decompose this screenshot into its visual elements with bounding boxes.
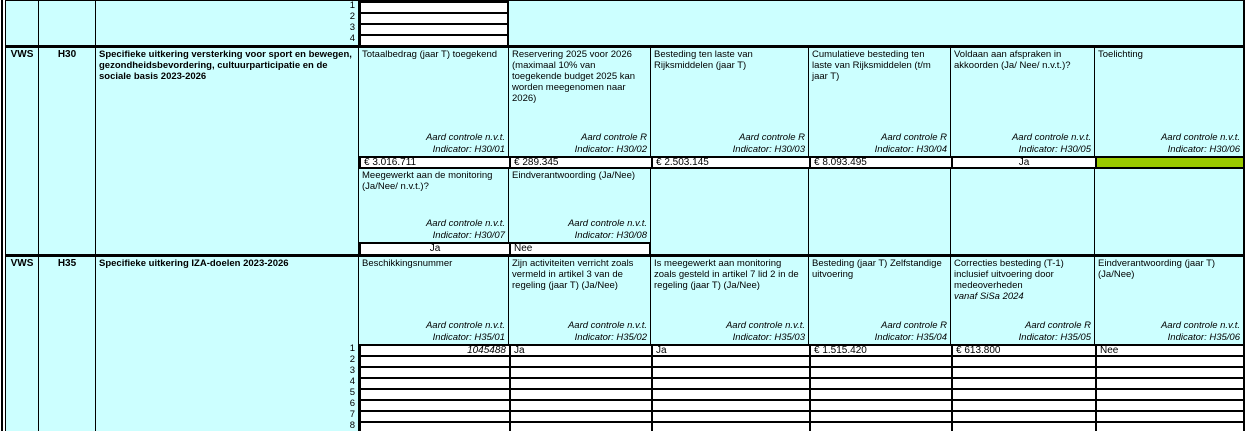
header-spacer (1095, 60, 1243, 132)
header-indicator-h35-06 (1095, 257, 1243, 344)
value-row (6, 421, 1243, 431)
value-cell-col-5[interactable] (951, 377, 1095, 388)
aard-controle-label: Aard controle n.v.t. (425, 320, 505, 331)
header-label: Totaalbedrag (jaar T) toegekend (362, 49, 498, 60)
aard-controle-label: Aard controle n.v.t. (425, 218, 505, 229)
section-h30 (6, 45, 1243, 254)
value-cell-col-3[interactable] (651, 366, 809, 377)
col-c-spacer (96, 169, 359, 242)
header-spacer (809, 82, 950, 132)
indicator-label: Indicator: H35/01 (432, 332, 505, 343)
indicator-label: Indicator: H30/07 (432, 230, 505, 241)
col-b-spacer (39, 388, 96, 399)
aard-controle-label: Aard controle R (880, 132, 947, 143)
value-row (6, 344, 1243, 355)
empty-cell (1095, 242, 1243, 254)
empty-header-cell (651, 169, 809, 242)
value-cell-col-5[interactable] (951, 366, 1095, 377)
header-indicator-h30-06 (1095, 48, 1243, 156)
header-spacer (509, 291, 650, 320)
value-row (6, 399, 1243, 410)
header-spacer (509, 181, 650, 218)
header-label: Besteding ten laste van Rijksmiddelen (jaar T) (654, 49, 753, 71)
value-cell-col-2[interactable]: Ja (509, 344, 651, 355)
value-cell-col-1[interactable]: 1045488 (359, 344, 509, 355)
col-a-spacer (6, 410, 39, 421)
aard-controle-label: Aard controle R (1024, 320, 1091, 331)
value-cell-col-1[interactable] (359, 355, 509, 366)
indicator-label: Indicator: H30/04 (874, 144, 947, 155)
aard-controle-label: Aard controle R (580, 132, 647, 143)
aard-controle-label: Aard controle n.v.t. (1160, 320, 1240, 331)
row-number: 1 (96, 1, 359, 12)
col-b-spacer (39, 1, 96, 12)
col-b-spacer (39, 377, 96, 388)
header-spacer (951, 71, 1094, 132)
value-row (6, 156, 1243, 169)
value-cell-col-4[interactable] (809, 377, 951, 388)
indicator-label: Indicator: H30/05 (1018, 144, 1091, 155)
header-label: Cumulatieve besteding ten laste van Rijksmiddelen (t/m jaar T) (812, 49, 931, 82)
value-cell-col-5[interactable] (951, 399, 1095, 410)
col-a-spacer (6, 23, 39, 34)
header-label: Besteding (jaar T) Zelfstandige uitvoering (812, 258, 942, 280)
value-row (6, 242, 1243, 254)
empty-cell (651, 242, 809, 254)
header-spacer (1095, 280, 1243, 320)
ministry-cell: VWS (6, 48, 39, 156)
value-cell-col-4[interactable] (809, 366, 951, 377)
header-indicator-h35-04 (809, 257, 951, 344)
value-cell-col-1[interactable]: € 3.016.711 (359, 156, 509, 169)
empty-header-cell (809, 169, 951, 242)
row-number: 6 (96, 399, 359, 410)
row-number: 2 (96, 12, 359, 23)
header-label: Toelichting (1098, 49, 1143, 60)
indicator-label: Indicator: H35/04 (874, 332, 947, 343)
value-cell-col-3[interactable] (651, 421, 809, 431)
section-h35 (6, 254, 1243, 431)
value-cell-col-6[interactable] (1095, 366, 1243, 377)
value-row (6, 410, 1243, 421)
row-number: 5 (96, 388, 359, 399)
row-number: 3 (96, 366, 359, 377)
header-indicator-h35-01 (359, 257, 509, 344)
row-number: 7 (96, 410, 359, 421)
ministry-cell: VWS (6, 257, 39, 344)
value-cell-col-4[interactable]: € 8.093.495 (809, 156, 951, 169)
top-value-cell[interactable] (359, 1, 509, 12)
empty-header-cell (1095, 169, 1243, 242)
aard-controle-label: Aard controle n.v.t. (725, 320, 805, 331)
col-a-spacer (6, 344, 39, 355)
indicator-label: Indicator: H30/06 (1167, 144, 1240, 155)
aard-controle-label: Aard controle R (880, 320, 947, 331)
top-merged-empty-region (509, 34, 1243, 45)
header-spacer (809, 280, 950, 320)
col-b-spacer (39, 23, 96, 34)
header-row (6, 257, 1243, 344)
top-merged-empty-region (509, 1, 1243, 12)
value-cell-col-6[interactable] (1095, 399, 1243, 410)
header-label: Meegewerkt aan de monitoring (Ja/Nee/ n.v.t.)? (362, 170, 493, 192)
aard-controle-label: Aard controle n.v.t. (567, 218, 647, 229)
header-label: Beschikkingsnummer (362, 258, 453, 269)
value-cell-col-6[interactable] (1095, 421, 1243, 431)
col-a-spacer (6, 1, 39, 12)
aard-controle-label: Aard controle R (738, 132, 805, 143)
value-cell-col-2[interactable]: Nee (509, 242, 651, 254)
value-cell-col-4[interactable]: € 1.515.420 (809, 344, 951, 355)
top-value-cell[interactable] (359, 34, 509, 45)
col-a-spacer (6, 169, 39, 242)
value-cell-col-1[interactable] (359, 366, 509, 377)
header-label: Eindverantwoording (Ja/Nee) (512, 170, 636, 181)
header-indicator-h30-01 (359, 48, 509, 156)
value-cell-col-5[interactable] (951, 355, 1095, 366)
value-cell-col-6[interactable] (1095, 156, 1243, 169)
empty-cell (951, 242, 1095, 254)
value-cell-col-2[interactable] (509, 399, 651, 410)
row-number: 3 (96, 23, 359, 34)
value-cell-col-1[interactable] (359, 421, 509, 431)
value-cell-col-3[interactable] (651, 399, 809, 410)
top-value-cell[interactable] (359, 12, 509, 23)
top-row (6, 23, 1243, 34)
value-cell-col-2[interactable] (509, 410, 651, 421)
empty-cell (809, 242, 951, 254)
value-cell-col-6[interactable] (1095, 388, 1243, 399)
code-cell: H30 (39, 48, 96, 156)
header-row (6, 48, 1243, 156)
value-cell-col-2[interactable] (509, 377, 651, 388)
header-spacer (359, 60, 508, 132)
value-cell-col-1[interactable]: Ja (359, 242, 509, 254)
col-a-spacer (6, 366, 39, 377)
value-cell-col-3[interactable]: Ja (651, 344, 809, 355)
value-cell-col-3[interactable] (651, 377, 809, 388)
header-indicator-h35-03 (651, 257, 809, 344)
indicator-label: Indicator: H30/08 (574, 230, 647, 241)
indicator-label: Indicator: H30/01 (432, 144, 505, 155)
value-cell-col-4[interactable] (809, 421, 951, 431)
col-b-spacer (39, 242, 96, 254)
value-cell-col-1[interactable] (359, 410, 509, 421)
header-spacer (651, 291, 808, 320)
col-a-spacer (6, 421, 39, 431)
aard-controle-label: Aard controle n.v.t. (1160, 132, 1240, 143)
top-merged-empty-region (509, 23, 1243, 34)
header-indicator-h30-04 (809, 48, 951, 156)
col-a-spacer (6, 399, 39, 410)
header-label: Reservering 2025 voor 2026 (maximaal 10% van toegekende budget 2025 kan worden meegenomen naar 2026) (512, 49, 636, 104)
top-row (6, 12, 1243, 23)
value-cell-col-6[interactable]: Nee (1095, 344, 1243, 355)
top-row (6, 34, 1243, 45)
header-indicator-h30-02 (509, 48, 651, 156)
col-b-spacer (39, 34, 96, 45)
col-a-spacer (6, 377, 39, 388)
header-spacer (359, 192, 508, 218)
value-cell-col-5[interactable] (951, 388, 1095, 399)
top-row (6, 1, 1243, 12)
value-cell-col-3[interactable] (651, 388, 809, 399)
header-indicator-h30-03 (651, 48, 809, 156)
indicator-label: Indicator: H30/03 (732, 144, 805, 155)
header-indicator-h30-05 (951, 48, 1095, 156)
row-number: 2 (96, 355, 359, 366)
value-cell-col-2[interactable] (509, 421, 651, 431)
value-cell-col-3[interactable]: € 2.503.145 (651, 156, 809, 169)
col-b-spacer (39, 156, 96, 169)
top-value-cell[interactable] (359, 23, 509, 34)
value-row (6, 388, 1243, 399)
col-a-spacer (6, 242, 39, 254)
row-number: 8 (96, 421, 359, 431)
col-a-spacer (6, 12, 39, 23)
value-row (6, 355, 1243, 366)
header-spacer (651, 71, 808, 132)
value-cell-col-4[interactable] (809, 410, 951, 421)
col-b-spacer (39, 421, 96, 431)
value-cell-col-5[interactable]: Ja (951, 156, 1095, 169)
col-a-spacer (6, 388, 39, 399)
value-row (6, 377, 1243, 388)
aard-controle-label: Aard controle n.v.t. (567, 320, 647, 331)
value-cell-col-1[interactable] (359, 377, 509, 388)
value-cell-col-1[interactable] (359, 388, 509, 399)
value-cell-col-5[interactable]: € 613.800 (951, 344, 1095, 355)
outer-left-border (1, 0, 3, 431)
value-cell-col-2[interactable]: € 289.345 (509, 156, 651, 169)
value-cell-col-4[interactable] (809, 355, 951, 366)
col-b-spacer (39, 344, 96, 355)
value-cell-col-6[interactable] (1095, 377, 1243, 388)
aard-controle-label: Aard controle n.v.t. (1011, 132, 1091, 143)
indicator-label: Indicator: H35/02 (574, 332, 647, 343)
aard-controle-label: Aard controle n.v.t. (425, 132, 505, 143)
header-spacer (359, 269, 508, 320)
col-b-spacer (39, 410, 96, 421)
value-cell-col-5[interactable] (951, 410, 1095, 421)
col-b-spacer (39, 399, 96, 410)
empty-header-cell (951, 169, 1095, 242)
header-indicator-h35-05 (951, 257, 1095, 344)
indicator-label: Indicator: H30/02 (574, 144, 647, 155)
header-row (6, 169, 1243, 242)
col-b-spacer (39, 366, 96, 377)
row-number (96, 156, 359, 169)
row-number: 4 (96, 377, 359, 388)
header-label: Eindverantwoording (jaar T) (Ja/Nee) (1098, 258, 1216, 280)
value-cell-col-3[interactable] (651, 355, 809, 366)
row-number (96, 242, 359, 254)
header-spacer (951, 302, 1094, 320)
header-label: Zijn activiteiten verricht zoals vermeld in artikel 3 van de regeling (jaar T) (Ja/Nee) (512, 258, 634, 291)
value-cell-col-4[interactable] (809, 388, 951, 399)
value-cell-col-1[interactable] (359, 399, 509, 410)
value-cell-col-2[interactable] (509, 355, 651, 366)
section-title-cell: Specifieke uitkering IZA-doelen 2023-2026 (96, 257, 359, 344)
section-title-cell: Specifieke uitkering versterking voor sport en bewegen, gezondheidsbevordering, cultuurparticipatie en de sociale basis 2023-2026 (96, 48, 359, 156)
header-spacer (509, 104, 650, 132)
col-a-spacer (6, 34, 39, 45)
header-label: Is meegewerkt aan monitoring zoals gesteld in artikel 7 lid 2 in de regeling (jaar T) (Ja/Nee) (654, 258, 799, 291)
value-row (6, 366, 1243, 377)
value-cell-col-6[interactable] (1095, 410, 1243, 421)
indicator-label: Indicator: H35/05 (1018, 332, 1091, 343)
header-note: vanaf SiSa 2024 (954, 291, 1024, 302)
col-b-spacer (39, 355, 96, 366)
value-cell-col-3[interactable] (651, 410, 809, 421)
sisa-table (5, 0, 1245, 431)
header-label: Correcties besteding (T-1) inclusief uitvoering door medeoverheden (954, 258, 1064, 291)
header-indicator-h35-02 (509, 257, 651, 344)
value-cell-col-2[interactable] (509, 388, 651, 399)
col-b-spacer (39, 169, 96, 242)
col-a-spacer (6, 355, 39, 366)
top-merged-empty-region (509, 12, 1243, 23)
value-cell-col-4[interactable] (809, 399, 951, 410)
code-cell: H35 (39, 257, 96, 344)
value-cell-col-6[interactable] (1095, 355, 1243, 366)
value-cell-col-2[interactable] (509, 366, 651, 377)
indicator-label: Indicator: H35/03 (732, 332, 805, 343)
row-number: 4 (96, 34, 359, 45)
header-indicator-h30-08 (509, 169, 651, 242)
col-b-spacer (39, 12, 96, 23)
indicator-label: Indicator: H35/06 (1167, 332, 1240, 343)
header-label: Voldaan aan afspraken in akkoorden (Ja/ Nee/ n.v.t.)? (954, 49, 1071, 71)
value-cell-col-5[interactable] (951, 421, 1095, 431)
row-number: 1 (96, 344, 359, 355)
header-indicator-h30-07 (359, 169, 509, 242)
col-a-spacer (6, 156, 39, 169)
